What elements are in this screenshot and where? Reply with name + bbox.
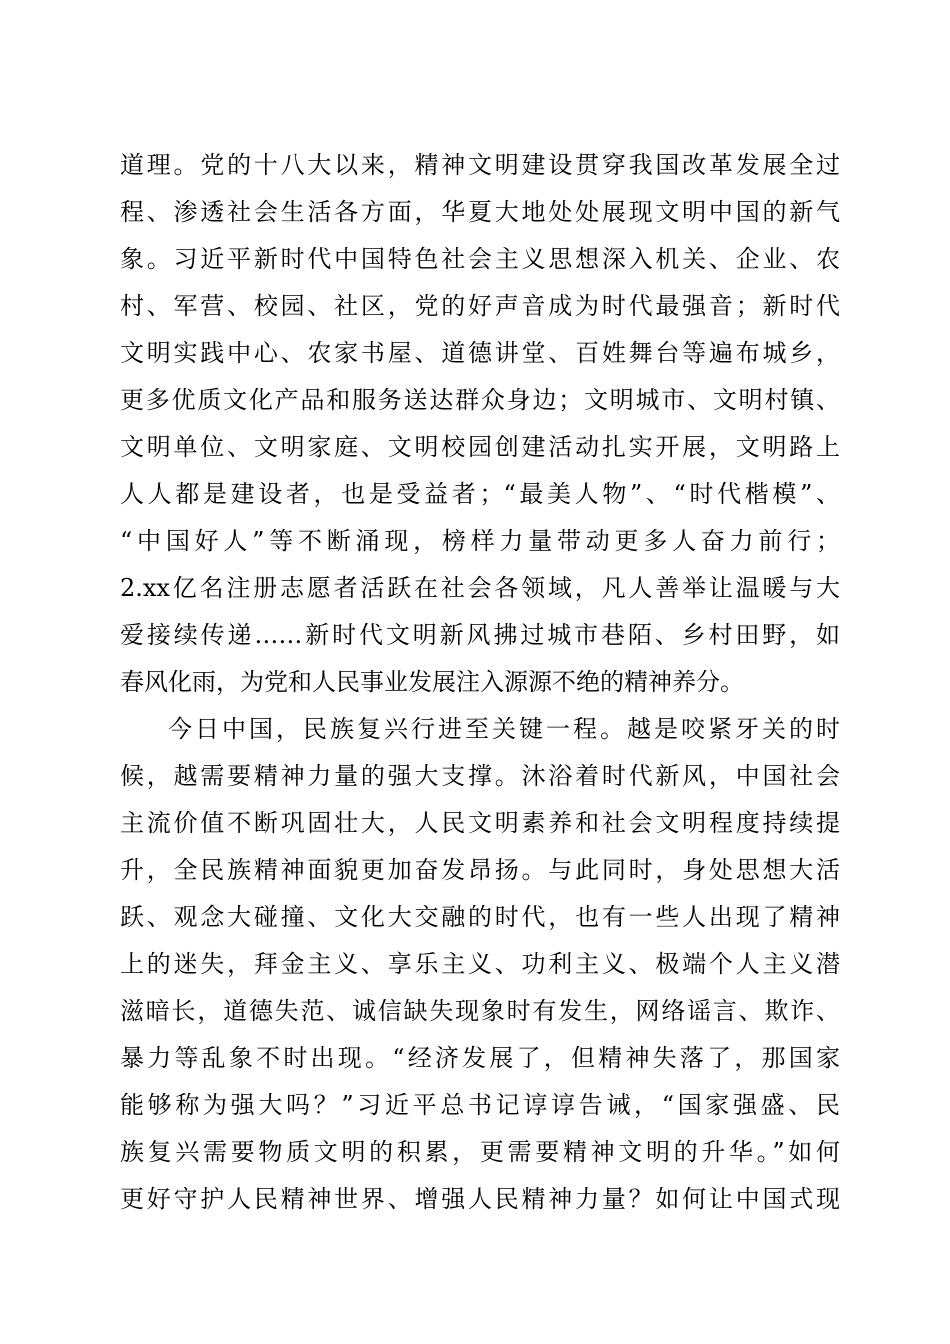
- text-line: 主流价值不断巩固壮大，人民文明素养和社会文明程度持续提: [120, 809, 840, 837]
- text-line: 道理。党的十八大以来，精神文明建设贯穿我国改革发展全过: [120, 151, 840, 179]
- text-line: 2.xx亿名注册志愿者活跃在社会各领域，凡人善举让温暖与大: [120, 574, 840, 602]
- body-text: [120, 142, 840, 1223]
- text-line: 暴力等乱象不时出现。“经济发展了，但精神失落了，那国家: [120, 1044, 840, 1072]
- text-line: 跃、观念大碰撞、文化大交融的时代，也有一些人出现了精神: [120, 903, 840, 931]
- text-line: 更多优质文化产品和服务送达群众身边；文明城市、文明村镇、: [120, 386, 840, 414]
- text-line: 今日中国，民族复兴行进至关键一程。越是咬紧牙关的时: [168, 715, 840, 743]
- text-line: 村、军营、校园、社区，党的好声音成为时代最强音；新时代: [120, 292, 840, 320]
- text-line: 更好守护人民精神世界、增强人民精神力量？如何让中国式现: [120, 1185, 840, 1213]
- paragraph-2: [120, 706, 840, 1223]
- text-line: 程、渗透社会生活各方面，华夏大地处处展现文明中国的新气: [120, 198, 840, 226]
- text-line: 上的迷失，拜金主义、享乐主义、功利主义、极端个人主义潜: [120, 950, 840, 978]
- text-line: 爱接续传递……新时代文明新风拂过城市巷陌、乡村田野，如: [120, 621, 840, 649]
- text-line: “中国好人”等不断涌现，榜样力量带动更多人奋力前行；: [120, 527, 840, 555]
- text-line: 象。习近平新时代中国特色社会主义思想深入机关、企业、农: [120, 245, 840, 273]
- text-line: 能够称为强大吗？”习近平总书记谆谆告诫，“国家强盛、民: [120, 1091, 840, 1119]
- text-line: 升，全民族精神面貌更加奋发昂扬。与此同时，身处思想大活: [120, 856, 840, 884]
- text-line: 文明单位、文明家庭、文明校园创建活动扎实开展，文明路上: [120, 433, 840, 461]
- text-line: 春风化雨，为党和人民事业发展注入源源不绝的精神养分。: [120, 668, 744, 696]
- text-line: 滋暗长，道德失范、诚信缺失现象时有发生，网络谣言、欺诈、: [120, 997, 840, 1025]
- paragraph-1: [120, 142, 840, 706]
- text-line: 族复兴需要物质文明的积累，更需要精神文明的升华。”如何: [120, 1138, 840, 1166]
- text-line: 人人都是建设者，也是受益者；“最美人物”、“时代楷模”、: [120, 480, 840, 508]
- text-line: 候，越需要精神力量的强大支撑。沐浴着时代新风，中国社会: [120, 762, 840, 790]
- text-line: 文明实践中心、农家书屋、道德讲堂、百姓舞台等遍布城乡，: [120, 339, 840, 367]
